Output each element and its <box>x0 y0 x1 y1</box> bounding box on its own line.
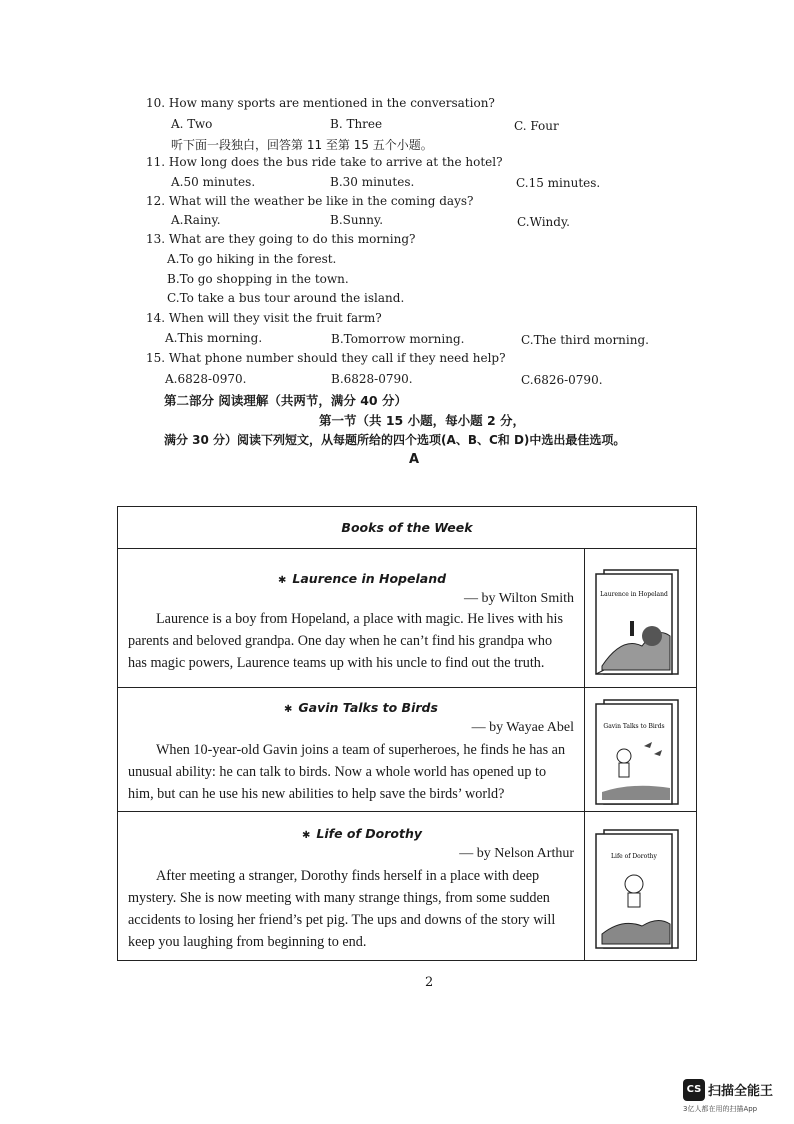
q14-option-a: A.This morning. <box>165 331 263 345</box>
book-title-dorothy: ✱ Life of Dorothy <box>302 826 423 841</box>
book-author-laurence: — by Wilton Smith <box>463 591 574 606</box>
q12-option-c: C.Windy. <box>517 215 570 229</box>
q15-option-a: A.6828-0970. <box>165 372 247 386</box>
question-11: 11. How long does the bus ride take to arrive at the hotel? <box>146 155 503 169</box>
book-description-laurence: Laurence is a boy from Hopeland, a place with magic. He lives with his parents and beloved grandpa. One day when he can’t find his grandpa who has magic powers, Laurence teams up with his uncle to find out the truth. <box>128 611 563 671</box>
table-heading: Books of the Week <box>341 520 473 535</box>
svg-text:Laurence in Hopeland: Laurence in Hopeland <box>600 591 668 598</box>
books-of-the-week-table <box>117 506 697 961</box>
question-13: 13. What are they going to do this morning? <box>146 232 416 246</box>
q13-option-c: C.To take a bus tour around the island. <box>167 291 405 305</box>
q10-option-b: B. Three <box>330 117 383 131</box>
book-cover-laurence <box>592 566 684 678</box>
q14-option-b: B.Tomorrow morning. <box>331 332 465 346</box>
table-heading-row <box>118 507 696 549</box>
book-description-dorothy: After meeting a stranger, Dorothy finds herself in a place with deep mystery. She is now meeting with many strange things, from some sudden accidents to losing her friend’s pet pig. The ups and downs of the story will keep you laughing from beginning to end. <box>128 868 556 950</box>
camscanner-tagline: 3亿人都在用的扫描App <box>683 1105 758 1113</box>
q13-option-b: B.To go shopping in the town. <box>167 272 349 286</box>
book-row-laurence <box>118 548 696 688</box>
camscanner-name: 扫描全能王 <box>708 1084 774 1099</box>
book-cover-dorothy <box>592 826 684 952</box>
star-bullet-icon: ✱ <box>284 704 293 715</box>
passage-label: A <box>409 452 420 467</box>
q11-option-a: A.50 minutes. <box>171 175 256 189</box>
monologue-instruction: 听下面一段独白，回答第 11 至第 15 五个小题。 <box>171 138 433 152</box>
q10-option-c: C. Four <box>514 119 559 133</box>
q13-option-a: A.To go hiking in the forest. <box>167 252 337 266</box>
star-bullet-icon: ✱ <box>302 830 311 841</box>
book-author-gavin: — by Wayae Abel <box>471 720 574 735</box>
q15-option-b: B.6828-0790. <box>331 372 413 386</box>
q15-option-c: C.6826-0790. <box>521 373 603 387</box>
q12-option-a: A.Rainy. <box>171 213 221 227</box>
star-bullet-icon: ✱ <box>278 575 287 586</box>
book-cover-gavin <box>592 696 684 808</box>
book-author-dorothy: — by Nelson Arthur <box>459 846 574 861</box>
reading-instruction: 满分 30 分）阅读下列短文，从每题所给的四个选项(A、B、C和 D)中选出最佳选项。 <box>164 433 626 447</box>
svg-text:Life of Dorothy: Life of Dorothy <box>611 853 657 860</box>
book-title-gavin: ✱ Gavin Talks to Birds <box>284 700 438 715</box>
camscanner-logo-icon: CS <box>683 1079 705 1101</box>
book-description-gavin: When 10-year-old Gavin joins a team of superheroes, he finds he has an unusual ability: he can talk to birds. Now a whole world has opened up to him, but can he use his new abilities to help save the birds’ world? <box>128 742 566 802</box>
question-12: 12. What will the weather be like in the coming days? <box>146 194 474 208</box>
q11-option-c: C.15 minutes. <box>516 176 601 190</box>
q11-option-b: B.30 minutes. <box>330 175 415 189</box>
q10-option-a: A. Two <box>171 117 213 131</box>
q14-option-c: C.The third morning. <box>521 333 649 347</box>
page-number: 2 <box>425 975 434 990</box>
book-row-gavin <box>118 688 696 812</box>
book-title-laurence: ✱ Laurence in Hopeland <box>278 571 447 586</box>
svg-text:Gavin Talks to Birds: Gavin Talks to Birds <box>603 723 665 730</box>
question-15: 15. What phone number should they call if they need help? <box>146 351 506 365</box>
book-row-dorothy <box>118 812 696 960</box>
question-10: 10. How many sports are mentioned in the conversation? <box>146 96 495 110</box>
section-one-title: 第一节（共 15 小题，每小题 2 分， <box>319 413 526 428</box>
q12-option-b: B.Sunny. <box>330 213 384 227</box>
part-two-title: 第二部分 阅读理解（共两节，满分 40 分） <box>164 393 407 408</box>
question-14: 14. When will they visit the fruit farm? <box>146 311 382 325</box>
